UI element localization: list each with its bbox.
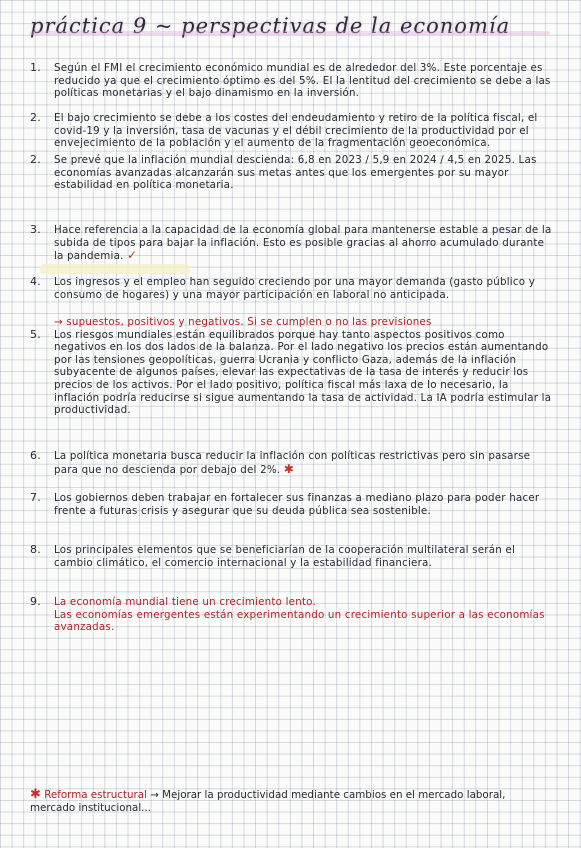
answer-number: 3. bbox=[30, 223, 41, 236]
check-mark-icon: ✓ bbox=[127, 248, 138, 263]
answer-number: 2. bbox=[30, 111, 41, 124]
answer-number: 5. bbox=[30, 328, 41, 341]
answer-1 bbox=[30, 61, 554, 100]
answer-text: El bajo crecimiento se debe a los costes del endeudamiento y retiro de la política fiscal, el covid-19 y la inversión, tasa de vacunas y el débil crecimiento de la productividad por el envejecimiento de la población y el aumento de la fragmentación geoeconómica. bbox=[54, 112, 538, 150]
answer-number: 9. bbox=[30, 595, 41, 608]
answer-number: 6. bbox=[30, 449, 41, 462]
answer-3 bbox=[30, 223, 554, 263]
answer-4 bbox=[30, 275, 554, 301]
answer-text: Los principales elementos que se beneficiarían de la cooperación multilateral serán el cambio climático, el comercio internacional y la estabilidad financiera. bbox=[54, 544, 516, 569]
footnote bbox=[30, 788, 550, 815]
answer-text: Según el FMI el crecimiento económico mundial es de alrededor del 3%. Este porcentaje es reducido ya que el crecimiento óptimo es del 5%. El la lentitud del crecimiento se debe a las políticas monetarias y el bajo dinamismo en la inversión. bbox=[54, 62, 551, 100]
asterisk-icon: ✱ bbox=[283, 461, 295, 476]
answer-5 bbox=[30, 316, 554, 417]
answer-text: La política monetaria busca reducir la inflación con políticas restrictivas pero sin pasarse para que no descienda por debajo del 2%. ✱ bbox=[54, 450, 531, 476]
answer-number: 2. bbox=[30, 153, 41, 166]
highlight-mark bbox=[40, 264, 190, 274]
answer-6 bbox=[30, 449, 554, 476]
answer-number: 4. bbox=[30, 275, 41, 288]
answer-2a bbox=[30, 111, 554, 150]
answer-number: 8. bbox=[30, 543, 41, 556]
answer-number: 7. bbox=[30, 491, 41, 504]
answer-text: Hace referencia a la capacidad de la economía global para mantenerse estable a pesar de la subida de tipos para bajar la inflación. Esto es posible gracias al ahorro acumulado durante la pandemia. ✓ bbox=[54, 224, 552, 263]
answer-number: 1. bbox=[30, 61, 41, 74]
answer-8 bbox=[30, 543, 554, 569]
answer-9 bbox=[30, 595, 554, 634]
footnote-label: Reforma estructural bbox=[44, 789, 147, 801]
answer-annotation: → supuestos, positivos y negativos. Si se cumplen o no las previsiones bbox=[54, 316, 432, 328]
answer-text: Las economías emergentes están experimentando un crecimiento superior a las economías avanzadas. bbox=[54, 608, 545, 634]
answer-text: Los riesgos mundiales están equilibrados porque hay tanto aspectos positivos como negativos en los dos lados de la balanza. Por el lado negativo los precios están aumentando por las tensiones geopolíticas, guerra Ucrania y conflicto Gaza, además de la inflación subyacente de algunos países, elevar las expectativas de la tasa de interés y reducir los precios de los activos. Por el lado positivo, política fiscal más laxa de lo necesario, la inflación podría reducirse si sigue aumentando la tasa de actividad. La IA podría estimular la productividad. bbox=[54, 328, 552, 417]
answer-text: Los ingresos y el empleo han seguido creciendo por una mayor demanda (gasto público y consumo de hogares) y una mayor participación en laboral no anticipada. bbox=[54, 276, 535, 301]
answer-highlight-text: La economía mundial tiene un crecimiento lento. bbox=[54, 596, 316, 608]
page-title: práctica 9 ~ perspectivas de la economía bbox=[30, 14, 550, 38]
asterisk-icon: ✱ bbox=[30, 787, 41, 802]
answer-text: Los gobiernos deben trabajar en fortalecer sus finanzas a mediano plazo para poder hacer frente a futuras crisis y asegurar que su deuda pública sea sostenible. bbox=[54, 492, 540, 517]
answer-7 bbox=[30, 491, 554, 517]
footnote-text: → Mejorar la productividad mediante cambios en el mercado laboral, mercado institucional... bbox=[30, 789, 506, 814]
answer-2b bbox=[30, 153, 554, 192]
answer-text: Se prevé que la inflación mundial descienda: 6,8 en 2023 / 5,9 en 2024 / 4,5 en 2025. Las economías avanzadas alcanzarán sus metas antes que los emergentes por su mayor estabilidad en política monetaria. bbox=[54, 154, 537, 192]
